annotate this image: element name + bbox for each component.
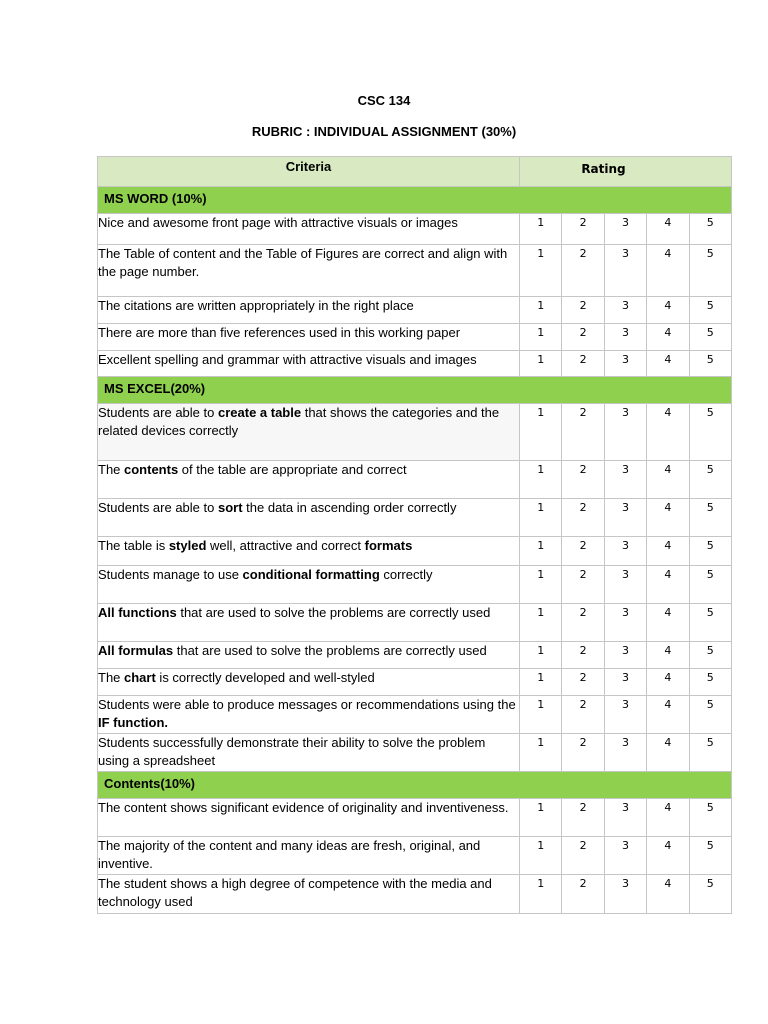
criterion-text bbox=[98, 351, 520, 377]
rating-option: 4 bbox=[647, 214, 689, 245]
rating-option: 4 bbox=[647, 566, 689, 604]
criterion-row bbox=[98, 799, 732, 837]
rating-option: 2 bbox=[562, 669, 604, 696]
rating-option: 5 bbox=[689, 875, 731, 914]
rating-option: 5 bbox=[689, 696, 731, 734]
rating-option: 1 bbox=[520, 499, 562, 537]
section-ms-excel bbox=[98, 377, 732, 404]
criterion-text bbox=[98, 837, 520, 875]
criterion-keyword: create a table bbox=[217, 405, 302, 420]
criterion-fragment: Excellent spelling and grammar with attractive visuals and images bbox=[98, 352, 477, 367]
criterion-row bbox=[98, 324, 732, 351]
rating-option: 1 bbox=[520, 669, 562, 696]
rating-option: 4 bbox=[647, 537, 689, 566]
rating-option: 3 bbox=[604, 799, 646, 837]
rating-option: 1 bbox=[520, 837, 562, 875]
criterion-text bbox=[98, 566, 520, 604]
criteria-header: Criteria bbox=[98, 157, 520, 187]
rating-option: 3 bbox=[604, 537, 646, 566]
criterion-fragment: that shows the categories and the related devices correctly bbox=[98, 405, 500, 438]
criterion-text bbox=[98, 245, 520, 297]
criterion-fragment: The table is bbox=[98, 538, 169, 553]
criterion-fragment: The content shows significant evidence of originality and inventiveness. bbox=[98, 800, 509, 815]
rating-option: 1 bbox=[520, 461, 562, 499]
criterion-text bbox=[98, 404, 520, 461]
section-ms-word bbox=[98, 187, 732, 214]
rating-option: 3 bbox=[604, 875, 646, 914]
rating-option: 2 bbox=[562, 837, 604, 875]
section-title: MS EXCEL(20%) bbox=[98, 377, 732, 404]
criterion-text bbox=[98, 297, 520, 324]
criterion-fragment: the data in ascending order correctly bbox=[242, 500, 457, 515]
criterion-text bbox=[98, 499, 520, 537]
rating-option: 3 bbox=[604, 696, 646, 734]
criterion-text bbox=[98, 696, 520, 734]
rating-option: 2 bbox=[562, 245, 604, 297]
rating-option: 4 bbox=[647, 604, 689, 642]
rating-option: 2 bbox=[562, 799, 604, 837]
criterion-row bbox=[98, 499, 732, 537]
criterion-row bbox=[98, 404, 732, 461]
rating-option: 1 bbox=[520, 297, 562, 324]
rating-option: 5 bbox=[689, 461, 731, 499]
criterion-fragment: The citations are written appropriately in the right place bbox=[98, 298, 414, 313]
rating-option: 3 bbox=[604, 604, 646, 642]
rating-option: 5 bbox=[689, 245, 731, 297]
rating-option: 1 bbox=[520, 537, 562, 566]
criterion-row bbox=[98, 566, 732, 604]
rating-option: 2 bbox=[562, 875, 604, 914]
criterion-text bbox=[98, 214, 520, 245]
rubric-body bbox=[98, 157, 732, 914]
criterion-keyword: conditional formatting bbox=[242, 567, 380, 582]
criterion-row bbox=[98, 351, 732, 377]
rating-option: 2 bbox=[562, 461, 604, 499]
criterion-fragment: The bbox=[98, 462, 125, 477]
criterion-fragment: The bbox=[98, 670, 125, 685]
criterion-row bbox=[98, 642, 732, 669]
rating-option: 1 bbox=[520, 604, 562, 642]
rating-option: 2 bbox=[562, 566, 604, 604]
criterion-fragment: The student shows a high degree of competence with the media and technology used bbox=[98, 876, 492, 909]
rating-option: 1 bbox=[520, 642, 562, 669]
rating-option: 5 bbox=[689, 324, 731, 351]
section-title: Contents(10%) bbox=[98, 772, 732, 799]
criterion-fragment: correctly bbox=[379, 567, 433, 582]
rating-option: 1 bbox=[520, 566, 562, 604]
rubric-title: RUBRIC : INDIVIDUAL ASSIGNMENT (30%) bbox=[251, 124, 517, 139]
criterion-text bbox=[98, 669, 520, 696]
criterion-row bbox=[98, 734, 732, 772]
rating-option: 4 bbox=[647, 642, 689, 669]
rating-option: 4 bbox=[647, 324, 689, 351]
rating-option: 3 bbox=[604, 734, 646, 772]
rating-option: 1 bbox=[520, 734, 562, 772]
rating-option: 4 bbox=[647, 461, 689, 499]
rating-option: 5 bbox=[689, 604, 731, 642]
criterion-fragment: There are more than five references used in this working paper bbox=[98, 325, 461, 340]
criterion-keyword: formats bbox=[364, 538, 413, 553]
criterion-fragment: of the table are appropriate and correct bbox=[178, 462, 407, 477]
criterion-row bbox=[98, 245, 732, 297]
criterion-fragment: that are used to solve the problems are correctly used bbox=[176, 605, 491, 620]
rating-option: 4 bbox=[647, 499, 689, 537]
criterion-keyword: sort bbox=[217, 500, 243, 515]
criterion-fragment: is correctly developed and well-styled bbox=[155, 670, 375, 685]
rating-header-label: Rating bbox=[581, 162, 626, 176]
rating-option: 3 bbox=[604, 245, 646, 297]
criterion-row bbox=[98, 461, 732, 499]
rating-option: 3 bbox=[604, 324, 646, 351]
course-code: CSC 134 bbox=[357, 93, 411, 108]
rating-option: 4 bbox=[647, 799, 689, 837]
rating-option: 1 bbox=[520, 696, 562, 734]
criterion-row bbox=[98, 875, 732, 914]
criterion-fragment: The Table of content and the Table of Figures are correct and align with the page number. bbox=[98, 246, 508, 279]
criterion-fragment: Students successfully demonstrate their ability to solve the problem using a spreadsheet bbox=[98, 735, 486, 768]
rating-option: 4 bbox=[647, 245, 689, 297]
criterion-fragment: Students manage to use bbox=[98, 567, 243, 582]
rating-option: 3 bbox=[604, 669, 646, 696]
rating-option: 2 bbox=[562, 214, 604, 245]
criterion-text bbox=[98, 604, 520, 642]
criterion-text bbox=[98, 461, 520, 499]
rating-option: 5 bbox=[689, 537, 731, 566]
rating-option: 5 bbox=[689, 297, 731, 324]
rating-option: 2 bbox=[562, 604, 604, 642]
rating-option: 1 bbox=[520, 351, 562, 377]
rating-option: 2 bbox=[562, 324, 604, 351]
rating-option: 1 bbox=[520, 404, 562, 461]
criterion-text bbox=[98, 734, 520, 772]
criterion-keyword: styled bbox=[168, 538, 207, 553]
rating-option: 1 bbox=[520, 214, 562, 245]
rating-option: 3 bbox=[604, 642, 646, 669]
rating-option: 5 bbox=[689, 734, 731, 772]
criterion-fragment: Students are able to bbox=[98, 500, 218, 515]
rating-option: 1 bbox=[520, 324, 562, 351]
criterion-row bbox=[98, 604, 732, 642]
rating-option: 3 bbox=[604, 566, 646, 604]
criterion-fragment: Students are able to bbox=[98, 405, 218, 420]
criterion-keyword: All formulas bbox=[98, 643, 174, 658]
criterion-row bbox=[98, 214, 732, 245]
rating-option: 5 bbox=[689, 669, 731, 696]
rating-option: 2 bbox=[562, 404, 604, 461]
criterion-row bbox=[98, 696, 732, 734]
criterion-text bbox=[98, 875, 520, 914]
rating-option: 5 bbox=[689, 351, 731, 377]
rating-option: 2 bbox=[562, 537, 604, 566]
rating-option: 4 bbox=[647, 734, 689, 772]
rating-option: 4 bbox=[647, 669, 689, 696]
rating-option: 2 bbox=[562, 297, 604, 324]
rating-option: 3 bbox=[604, 351, 646, 377]
criterion-fragment: well, attractive and correct bbox=[206, 538, 365, 553]
rating-option: 3 bbox=[604, 297, 646, 324]
rating-option: 4 bbox=[647, 404, 689, 461]
rating-option: 2 bbox=[562, 351, 604, 377]
rating-option: 1 bbox=[520, 799, 562, 837]
rating-option: 5 bbox=[689, 214, 731, 245]
criterion-text bbox=[98, 642, 520, 669]
rating-option: 3 bbox=[604, 214, 646, 245]
section-contents bbox=[98, 772, 732, 799]
criterion-keyword: All functions bbox=[98, 605, 177, 620]
rating-option: 3 bbox=[604, 404, 646, 461]
rating-option: 4 bbox=[647, 696, 689, 734]
criterion-text bbox=[98, 799, 520, 837]
rating-option: 2 bbox=[562, 696, 604, 734]
criterion-fragment: that are used to solve the problems are correctly used bbox=[173, 643, 487, 658]
rating-option: 1 bbox=[520, 245, 562, 297]
rating-option: 4 bbox=[647, 297, 689, 324]
criterion-row bbox=[98, 297, 732, 324]
rating-option: 4 bbox=[647, 837, 689, 875]
criterion-fragment: Students were able to produce messages or recommendations using the bbox=[98, 697, 516, 712]
criterion-fragment: The majority of the content and many ideas are fresh, original, and inventive. bbox=[98, 838, 481, 871]
rating-option: 4 bbox=[647, 875, 689, 914]
rating-option: 2 bbox=[562, 734, 604, 772]
header-row bbox=[98, 157, 732, 187]
rating-option: 5 bbox=[689, 799, 731, 837]
criterion-row bbox=[98, 537, 732, 566]
rubric-table bbox=[97, 156, 732, 914]
section-title: MS WORD (10%) bbox=[98, 187, 732, 214]
rating-option: 1 bbox=[520, 875, 562, 914]
rating-option: 3 bbox=[604, 461, 646, 499]
rating-option: 5 bbox=[689, 566, 731, 604]
rating-option: 5 bbox=[689, 499, 731, 537]
criterion-text bbox=[98, 537, 520, 566]
criterion-keyword: IF function. bbox=[98, 715, 169, 730]
rating-header bbox=[520, 157, 732, 187]
rating-option: 5 bbox=[689, 404, 731, 461]
rating-option: 3 bbox=[604, 837, 646, 875]
criterion-keyword: contents bbox=[124, 462, 179, 477]
rating-option: 4 bbox=[647, 351, 689, 377]
rating-option: 2 bbox=[562, 642, 604, 669]
rating-option: 5 bbox=[689, 837, 731, 875]
criterion-row bbox=[98, 669, 732, 696]
criterion-keyword: chart bbox=[124, 670, 156, 685]
rating-option: 3 bbox=[604, 499, 646, 537]
criterion-fragment: Nice and awesome front page with attractive visuals or images bbox=[98, 215, 458, 230]
criterion-row bbox=[98, 837, 732, 875]
rating-option: 2 bbox=[562, 499, 604, 537]
criterion-text bbox=[98, 324, 520, 351]
rating-option: 5 bbox=[689, 642, 731, 669]
